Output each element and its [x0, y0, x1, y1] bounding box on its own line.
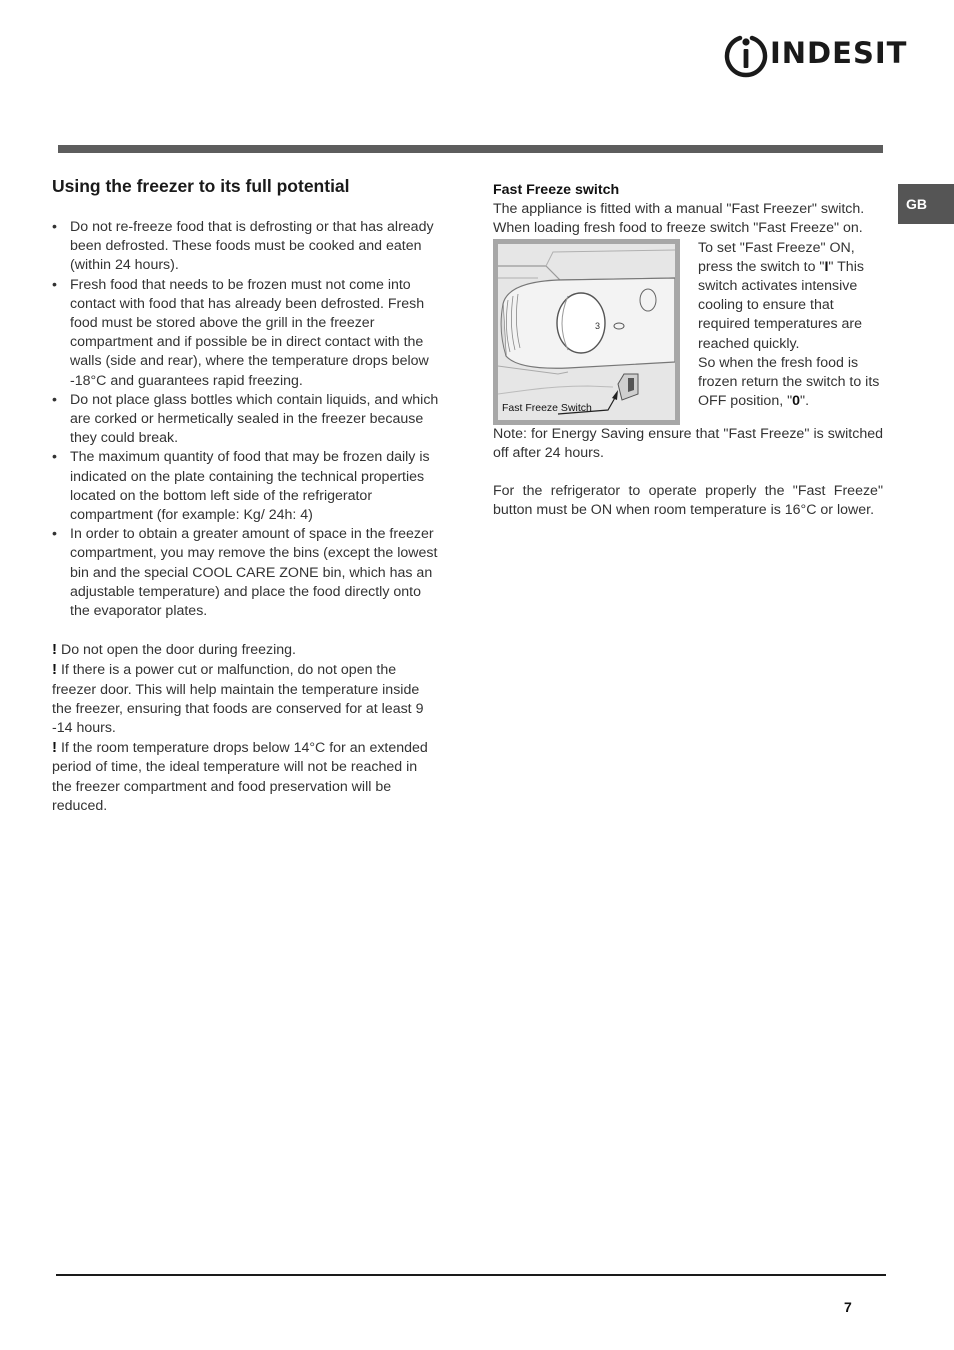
set-on-suffix: " This switch activates intensive cooling to ensure that required temperatures are reached quickly.: [698, 258, 864, 352]
bullet-text: Do not place glass bottles which contain liquids, and which are corked or hermetically sealed in the freezer because they could break.: [70, 391, 439, 447]
fast-freeze-intro: The appliance is fitted with a manual "Fast Freezer" switch.: [493, 201, 865, 218]
warning-item: [52, 660, 440, 738]
bullet-text: In order to obtain a greater amount of space in the freezer compartment, you may remove the bins (except the lowest bin and the special COOL CARE ZONE bin, which has an adjustable temperature) and place the food directly onto the evaporator plates.: [70, 526, 438, 620]
bullet-text: The maximum quantity of food that may be frozen daily is indicated on the plate containing the technical properties located on the bottom left side of the refrigerator compartment (for example: Kg/ 24h: 4): [70, 449, 430, 524]
right-column: [493, 181, 883, 521]
bullet-dot: •: [52, 449, 57, 466]
bullet-item: [52, 525, 440, 621]
bullet-item: [52, 276, 440, 391]
warning-item: [52, 738, 440, 816]
warning-mark: !: [52, 661, 57, 679]
energy-saving-note: Note: for Energy Saving ensure that "Fast Freeze" is switched off after 24 hours.: [493, 425, 883, 461]
section-title: Using the freezer to its full potential: [52, 176, 350, 196]
indesit-logo-mark-icon: [724, 32, 768, 78]
indesit-logo: [724, 32, 908, 78]
warning-mark: !: [52, 739, 57, 757]
fast-freeze-title: Fast Freeze switch: [493, 182, 620, 198]
set-on-prefix: To set "Fast Freeze" ON, press the switch to ": [698, 239, 855, 275]
fast-freeze-figure: [493, 239, 680, 425]
bullet-text: Fresh food that needs to be frozen must not come into contact with food that has already been defrosted. Fresh food must be stored above the grill in the freezer compartment and if possible be in direct contact with the walls (side and rear), where the temperature drops below -18°C and guarantees rapid freezing.: [70, 276, 429, 389]
freezer-control-illustration-icon: [498, 244, 675, 420]
off-suffix: ".: [800, 393, 810, 410]
bullet-dot: •: [52, 391, 57, 408]
warnings-block: [52, 640, 440, 816]
logo-wordmark: INDESIT: [770, 36, 908, 70]
bullet-item: [52, 448, 440, 525]
bullet-dot: •: [52, 526, 57, 543]
off-symbol: 0: [792, 393, 801, 410]
bullet-dot: •: [52, 219, 57, 235]
left-column: [52, 174, 440, 816]
svg-text:3: 3: [595, 320, 601, 331]
warning-text: Do not open the door during freezing.: [60, 642, 296, 659]
language-tab: GB: [898, 184, 954, 224]
bullet-text: Do not re-freeze food that is defrosting or that has already been defrosted. These foods must be cooked and eaten (within 24 hours).: [70, 219, 434, 274]
fast-freeze-loading: When loading fresh food to freeze switch "Fast Freeze" on.: [493, 220, 863, 237]
page-number: 7: [844, 1299, 852, 1315]
header-divider: [58, 145, 883, 153]
footer-divider: [56, 1274, 886, 1276]
bullet-item: [52, 218, 440, 276]
proper-operation-note: For the refrigerator to operate properly the "Fast Freeze" button must be ON when room temperature is 16°C or lower.: [493, 483, 883, 519]
bullet-list: [52, 218, 440, 621]
warning-mark: !: [52, 641, 57, 659]
warning-text: If the room temperature drops below 14°C for an extended period of time, the ideal temperature will not be reached in the freezer compartment and food preservation will be reduced.: [52, 740, 428, 814]
bullet-item: [52, 391, 440, 449]
off-prefix: So when the fresh food is frozen return the switch to its OFF position, ": [698, 354, 880, 410]
warning-item: [52, 640, 440, 660]
bullet-dot: •: [52, 276, 57, 293]
paragraph-gap: [493, 463, 883, 482]
on-symbol: I: [824, 258, 829, 275]
warning-text: If there is a power cut or malfunction, do not open the freezer door. This will help maintain the temperature inside the freezer, ensuring that foods are conserved for at least 9 -14 hours.: [52, 662, 424, 737]
figure-caption: Fast Freeze Switch: [502, 401, 592, 414]
